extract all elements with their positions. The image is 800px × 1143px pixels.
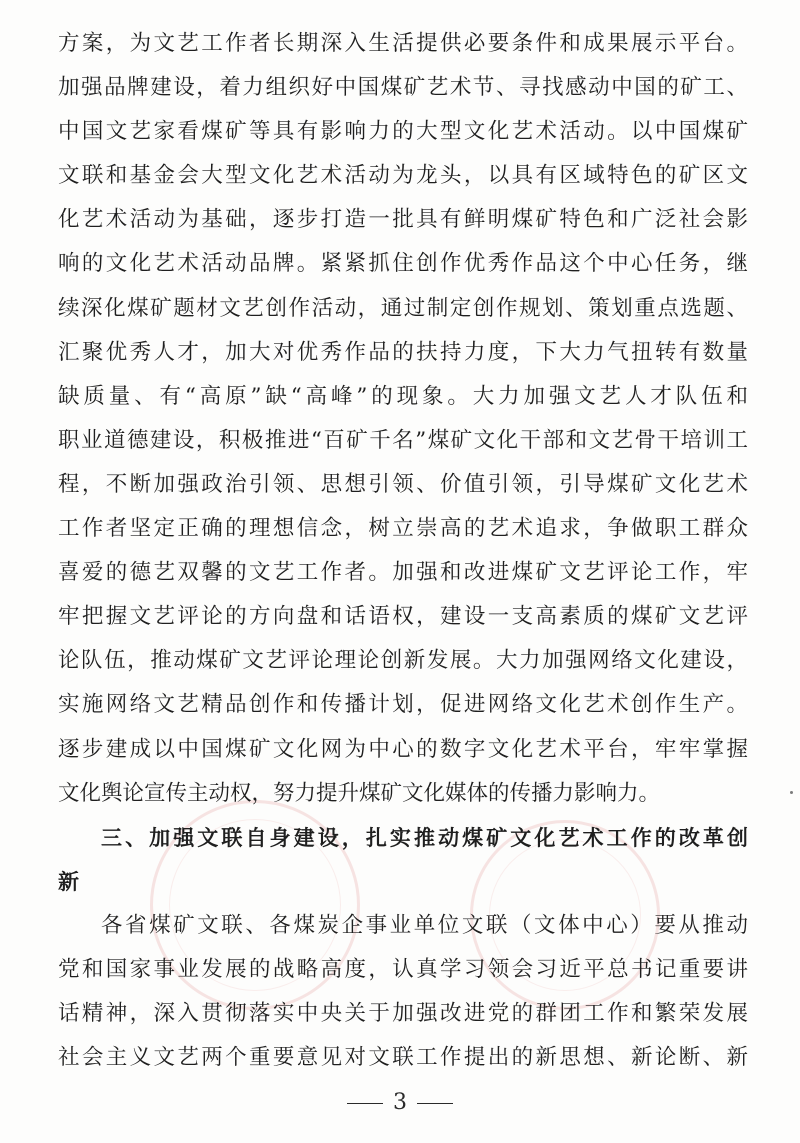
scan-speck	[790, 791, 793, 794]
text-line: 党和国家事业发展的战略高度，认真学习领会习近平总书记重要讲	[58, 956, 748, 982]
text-line: 汇聚优秀人才，加大对优秀作品的扶持力度，下大力气扭转有数量	[58, 339, 748, 365]
text-line: 各省煤矿文联、各煤炭企事业单位文联（文体中心）要从推动	[101, 912, 748, 938]
text-line: 中国文艺家看煤矿等具有影响力的大型文化艺术活动。以中国煤矿	[58, 119, 748, 145]
text-line: 程，不断加强政治引领、思想引领、价值引领，引导煤矿文化艺术	[58, 471, 748, 497]
footer-dash-left	[347, 1103, 383, 1104]
text-line: 逐步建成以中国煤矿文化网为中心的数字文化艺术平台，牢牢掌握	[58, 736, 748, 762]
text-line: 喜爱的德艺双馨的文艺工作者。加强和改进煤矿文艺评论工作，牢	[58, 560, 748, 586]
section-heading: 三、加强文联自身建设，扎实推动煤矿文化艺术工作的改革创	[101, 825, 748, 850]
section-heading-continued: 新	[58, 869, 79, 894]
text-line: 话精神，深入贯彻落实中央关于加强改进党的群团工作和繁荣发展	[58, 1001, 748, 1027]
page-number: 3	[393, 1090, 407, 1115]
page-footer	[0, 1091, 800, 1115]
document-body	[58, 22, 748, 1080]
footer-dash-right	[417, 1103, 453, 1104]
text-line: 加强品牌建设，着力组织好中国煤矿艺术节、寻找感动中国的矿工、	[58, 75, 748, 101]
text-line: 职业道德建设，积极推进“百矿千名”煤矿文化干部和文艺骨干培训工	[58, 427, 748, 453]
text-line: 缺质量、有“高原”缺“高峰”的现象。大力加强文艺人才队伍和	[58, 383, 748, 409]
text-line: 实施网络文艺精品创作和传播计划，促进网络文化艺术创作生产。	[58, 692, 748, 718]
text-line: 社会主义文艺两个重要意见对文联工作提出的新思想、新论断、新	[58, 1045, 748, 1071]
text-line: 工作者坚定正确的理想信念，树立崇高的艺术追求，争做职工群众	[58, 516, 748, 542]
text-line: 响的文化艺术活动品牌。紧紧抓住创作优秀作品这个中心任务，继	[58, 251, 748, 277]
text-line: 方案，为文艺工作者长期深入生活提供必要条件和成果展示平台。	[58, 31, 748, 56]
text-line: 论队伍，推动煤矿文艺评论理论创新发展。大力加强网络文化建设，	[58, 648, 748, 674]
text-line: 文联和基金会大型文化艺术活动为龙头，以具有区域特色的矿区文	[58, 163, 748, 189]
text-line: 牢把握文艺评论的方向盘和话语权，建设一支高素质的煤矿文艺评	[58, 604, 748, 630]
text-line: 续深化煤矿题材文艺创作活动，通过制定创作规划、策划重点选题、	[58, 295, 748, 321]
text-line: 文化舆论宣传主动权，努力提升煤矿文化媒体的传播力影响力。	[58, 780, 661, 806]
text-line: 化艺术活动为基础，逐步打造一批具有鲜明煤矿特色和广泛社会影	[58, 207, 748, 233]
